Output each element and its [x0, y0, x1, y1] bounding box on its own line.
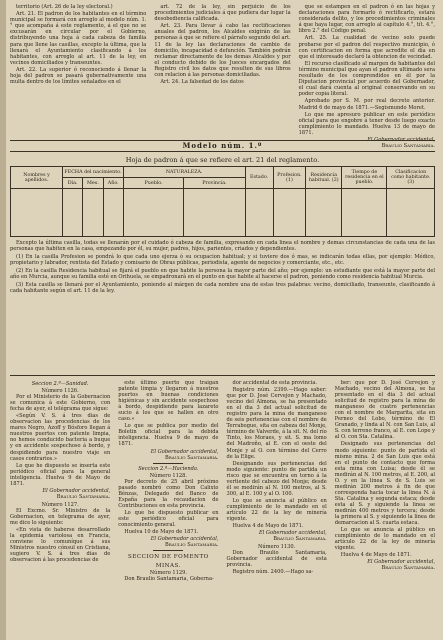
header-tiempo: Tiempo de residencia en el pueblo. — [342, 167, 387, 189]
header-clasificacion: Clasificacion como habitante. (3) — [387, 167, 435, 189]
header-provincia: Provincia. — [184, 178, 245, 189]
note: (3) Esta casilla se llenará por el Ayuntamiento, poniendo al márgen de cada nombre una de estas tres palabras: vecino, domiciliado, transeunte, clasificando á cada habitante según el art. 11 de la ley. — [10, 281, 435, 294]
header-ano: Año. — [103, 178, 123, 189]
paragraph: Por decreto de 25 abril próximo pasado nombró como Don Calixto Bénzas, Delegado del Banco de España para la recaudacion de Contribuciones en esta provincia. — [118, 478, 219, 509]
bottom-column-2 — [118, 380, 218, 638]
signature-title: El Gobernador accidental, — [42, 487, 111, 494]
paragraph: Don Braulio Santamaria, Gobernador accidental de esta provincia. — [226, 550, 327, 569]
paragraph: territorio (Art. 26 de la ley electoral.) — [16, 4, 113, 10]
page-edge — [0, 0, 6, 640]
signature-name: Braulio Santamaria. — [165, 542, 219, 549]
closing-paragraph: Lo que me apresuro publicar en este periódico oficial para que engobre á tener desde luego exacto cumplimiento lo mandado. Huelva 13 de mayo de 1871. — [298, 111, 435, 136]
signature-title: El Gobernador accidental, — [150, 536, 219, 543]
paragraph: este último puerto que traigan patente limpia y llegaron á nuestros puertos en buenas condiciones higiénicas y sin accidente sospechoso á bordo, despidiendo para lazareto sucio á los que se hallen en otro caso.» — [118, 380, 219, 423]
paragraph: Huelva 4 de Mayo de 1871. — [340, 552, 412, 559]
paragraph: Art. 24. La falsedad de los datos — [160, 79, 244, 86]
item-number: Número 1130. — [257, 544, 296, 551]
bottom-columns — [10, 380, 435, 638]
bottom-column-3 — [227, 380, 327, 638]
section-heading: Seccion 2.ª—Hacienda. — [138, 465, 199, 472]
note: (1) En la casilla Profesion se pondrá lo que cada uno ejerza ó su ocupacion habitual; y si tuviere dos ó mas, se indicarán todas ellas, por ejemplo: Médico, propietario y labrador, rentista del Estado y comisario de Obras públicas, periodista, agente de negocios y comerciante, etc., etc. — [10, 253, 435, 267]
header-dia: Día. — [63, 178, 83, 189]
paragraph: Art. 25. La cualidad de vecino solo puede probarse por el padron del respectivo municipio, ó con certificacion en forma que acredite el día en que el interesado declaró la obtencion de vecindad. — [298, 35, 435, 60]
top-column-2 — [154, 4, 290, 140]
top-column-1 — [10, 4, 146, 140]
paragraph: Lo que se anuncia al público en cumplimiento de lo mandado en el artículo 22 de la ley de minería vigente. — [334, 527, 435, 552]
paragraph: Aprobado por S. M. por real decreto anterior. Madrid 6 de mayo de 1871.—Segismundo Moret. — [298, 98, 435, 111]
signature-title: El Gobernador accidental, — [367, 136, 435, 143]
item-number: Número 1128. — [149, 472, 188, 479]
divider — [10, 151, 435, 152]
paragraph: Lo que se publica por medio del Boletin oficial para la debida inteligencia. Huelva 9 de mayo de 1871. — [118, 423, 219, 448]
paragraph: Don Braulio Santamaria, Goberna- — [124, 576, 214, 583]
paragraph: Registro núm. 2400.—Hago sa- — [232, 569, 314, 576]
paragraph: que se estampen en el padron ó en las hojas y declaraciones para formarlo ó rectificarlo, estará considerada delito, y los procedimientos criminales á que haya lugar, con arreglo al capítulo 4.°, tít. 4.°, libro 2.° del Código penal. — [298, 4, 435, 35]
signature-title: El Gobernador accidental, — [367, 559, 435, 566]
paragraph: Designando sus pertenencias del modo siguiente: punto de partida un risco que se encuentra en torno á la vertiente del cabezo del Monje; desde él se medirán al N. 100 metros, al S. 300, al E. 100 y al O. 100. — [226, 460, 327, 497]
header-mes: Mes. — [83, 178, 103, 189]
header-fecha: FECHA del nacimiento. — [63, 167, 124, 178]
paragraph: ber: que por D. José Cervejon y Machado, vecino del Almona, se ha presentado en el dia 3 del actual solicitud de registro para la mina de manganeso de cuatro pertenencias con el nombre de Margarita, sita en Perneo del Lobo, término de El Granado, y linda al N. con San Luis, al S. con terreno franco, al E. con Lope y al O. con Sta. Catalina. — [334, 380, 435, 441]
paragraph: Lo que he dispuesto publicar en este periódico oficial para conocimiento general. — [118, 509, 219, 529]
form-notes — [10, 240, 435, 296]
paragraph: «Según V. S. á tres dias de observacion las procedencias de los mares Negro, Azoff y Bósforo llegan á nuestros puertos con patente limpia, no hemos conducido bacteria a buque y en accidente sospechoso á bordo, y despidiendo para nuestro viaje en casos contrarios.» — [10, 413, 111, 462]
divider — [153, 463, 183, 464]
paragraph: Designado sus pertenencias del modo siguiente: punto de partida el mismo mina. 2 de San Luis que está en el punto de contacto que forma esta mina con Luisa; desde él se medirán al N. 100 metros, al E. 200, al O. y en la linea S. de S. Luis se medirán 200 metros á fin de que corresponda hacia tocar la linea N. á Sta. Catalina y segunda estaca; desde esta al S. y siguiendo la linea se medirán 400 metros y tercera; desde la primera al S. y siguiendo la linea de demarcacion al S. cuarta estaca. — [334, 441, 435, 527]
paragraph: Por el Ministerio de la Gobernacion se comunica á este Gobierno, con fecha de ayer, el telégrama que sigue: — [10, 394, 111, 413]
paragraph: «En vista de haberse desarrollado la epidemia variolosa en Francia, conviene lo comuníque á sus Ministros nuestro cónsul en Cristiana, sugiero V. S. á tres dias de observacion á las procedencias de — [10, 527, 111, 564]
empty-form-row — [11, 189, 435, 237]
paragraph: Art. 23. Para llevar á cabo las rectificaciones anuales del padron, los Alcaldes exigirán de las personas á que se refiere el párrafo segundo del art. 11 de la ley las declaraciones de cambio de domicilio, incapacidad ó defunción. También podrán reclamar directamente de los demas Alcaldes y por el conducto debido de los Jueces encargados del Registro civil los datos que resulten de sus libros con relacion á las personas domiciliadas. — [154, 23, 291, 79]
header-naturaleza: NATURALEZA. — [123, 167, 245, 178]
signature-name: Braulio Santamaria. — [381, 143, 435, 150]
divider — [153, 550, 183, 551]
divider — [10, 375, 435, 376]
signature-title: El Gobernador accidental, — [258, 530, 327, 537]
section-subheading: MINAS. — [155, 563, 182, 570]
paragraph: Art. 21. El padron de los habitantes en el término municipal se formará con arreglo al modelo núm. 1.° que acompaña á este reglamento, á el que no se excusarán en circular por el Gobierno, distribuyendo una hoja á cada cabeza de familia para que llene las casillas, excepto la última, que la llenará el Ayuntamiento clasificando á los habitantes, con arreglo al art. 11 de la ley, en vecinos domiciliados y transeuntes. — [10, 11, 147, 66]
header-names: Nombres y apellidos. — [11, 167, 63, 189]
item-number: Número 1126. — [41, 388, 79, 395]
signature-name: Braulio Santamaria. — [273, 536, 327, 543]
section-heading: SECCION DE FOMENTO — [127, 554, 209, 561]
paragraph: Registro núm. 2399.—Hago saber: que por D. José Cervejon y Machado, vecino del Almona, se ha presentado en el dia 3 del actual solicitud de registro para la mina de manganeso de seis pertenencias con el nombre de Terrabogue, sita en cabeza del Monje, término de Valverde, á la sit. N. del río Tinto, los Moraes, y sit. S. ma lomo del Madroño, al E. con el oeste del Monje y al O. con término del Cerro de la Elige. — [226, 387, 327, 460]
paragraph: dor accidental de esta provincia. — [232, 380, 318, 386]
signature-name: Braulio Santamaria. — [165, 454, 219, 461]
paragraph: Lo que he dispuesto se inserta este periódico oficial para la general inteligencia. Huelva 9 de Mayo de 1871. — [10, 462, 111, 487]
signature-name: Braulio Santamaria. — [381, 565, 435, 572]
signature-name: Braulio Santamaria. — [56, 493, 111, 500]
paragraph: art. 72 de la ley, sin perjuicio de los procedimientos judiciales á que pudiera dar lugar la desobediencia calificada. — [154, 4, 291, 23]
header-residencia: Residencia habitual. (2) — [306, 167, 342, 189]
note: Excepto la última casilla, todas se llenarán por el cuidado ó cabeza de familia, expresando en cada linea el nombre y demas circunstancias de cada una de las personas que habiten en la casa, empezando por él, su mujer, padres, hijos, parientes, criados y dependientes. — [10, 240, 435, 253]
header-estado: Estado. — [245, 167, 273, 189]
top-column-3 — [298, 4, 435, 150]
item-number: Número 1129. — [149, 570, 188, 577]
bottom-column-4 — [335, 380, 435, 638]
model-title: Modelo núm. 1.º — [182, 141, 263, 150]
paragraph: El recurso clasificado al margen de habitantes del término municipal que ayan el padron ultimado sera resultado de los comprendidos en él por la Diputacion provincial por acuerdo del Gobernador, el cual dará cuenta al original conservando en su poder copia literal. — [298, 60, 435, 98]
paragraph: Huelva 4 de Mayo de 1871. — [232, 523, 304, 530]
paragraph: El Excmo. Sr. Ministro de la Gobernacion, en telegrama de ayer, me dice lo siguiente: — [10, 507, 111, 527]
item-number: Número 1127. — [41, 501, 79, 508]
paragraph: Lo que se anuncia al público en cumplimiento de lo mandado en el artículo 22 de la ley de minería vigente. — [226, 497, 327, 523]
header-profesion: Profesion. (1) — [273, 167, 305, 189]
model-caption: Hoja de padron á que se refiere el art. 21 del reglamento. — [125, 156, 320, 164]
signature-title: El Gobernador accidental, — [150, 448, 219, 455]
section-heading: Seccion 2.ª—Sanidad. — [31, 381, 89, 387]
note: (2) En la casilla Residencia habitual se fijará el pueblo en que habite la persona la mayor parte del año; por ejemplo: un estudiante que está la mayor parte del año en Murcia, aunque su familia esté en Orihuela, se empadronará en el punto en que habite al hacerse el padron, poniendo como residencia habitual Murcia. — [10, 267, 435, 281]
paragraph: Art. 22. La superior ó reconociendo á llenar la hoja del padron se pasará gubernativamente una multa dentro de los límites señalados en el — [10, 66, 147, 86]
bottom-column-1 — [10, 380, 110, 638]
header-pueblo: Pueblo. — [123, 178, 184, 189]
paragraph: Huelva 10 de Mayo de 1871. — [124, 529, 199, 536]
padron-form-table — [10, 166, 435, 237]
